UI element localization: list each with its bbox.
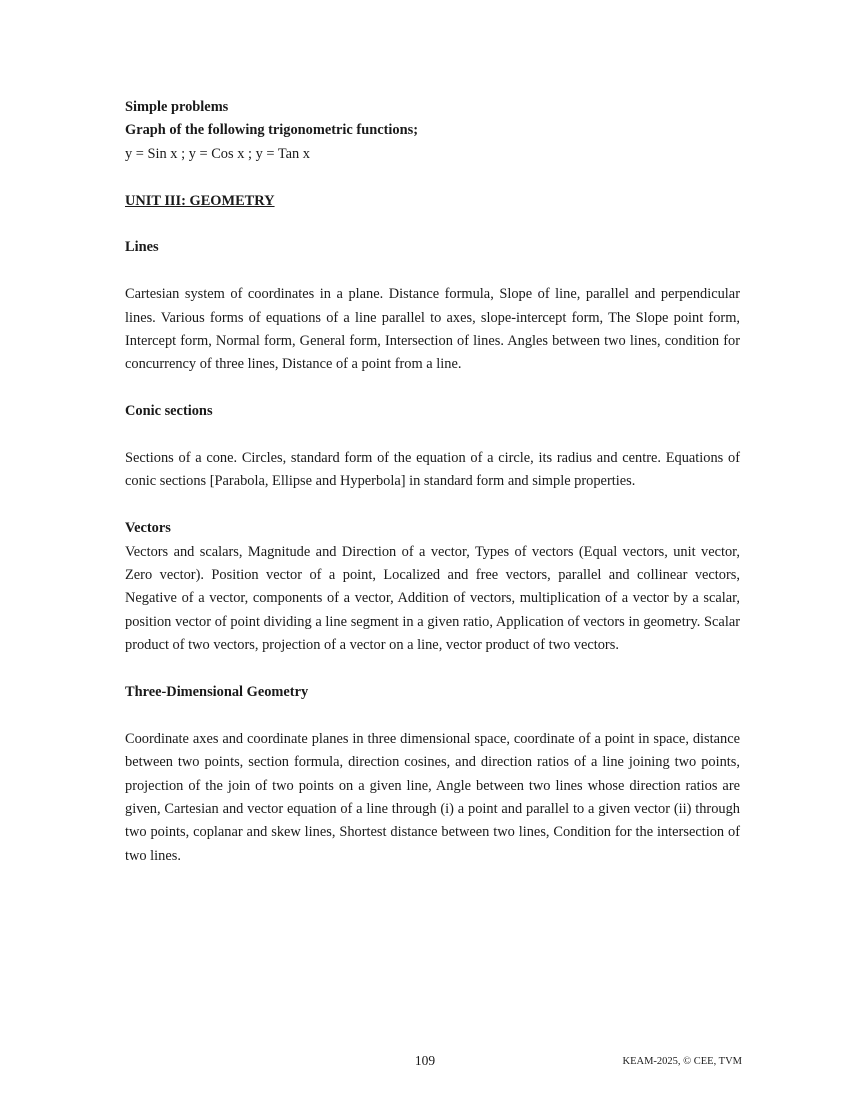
topic-simple-problems: Simple problems bbox=[125, 99, 229, 115]
unit-title: UNIT III: GEOMETRY bbox=[125, 192, 275, 209]
section-body-vectors: Vectors and scalars, Magnitude and Direction of a vector, Types of vectors (Equal vectors, unit vector, Zero vector). Position vector of a point, Localized and free vectors, parallel and collinear vectors, Negative of a vector, components of a vector, Addition of vectors, multiplication of a vector by a scalar, position vector of point dividing a line segment in a given ratio, Application of vectors in geometry. Scalar product of two vectors, projection of a vector on a line, vector product of two vectors. bbox=[125, 543, 740, 654]
section-heading-lines: Lines bbox=[125, 239, 159, 256]
section-body-lines: Cartesian system of coordinates in a plane. Distance formula, Slope of line, parallel and perpendicular lines. Various forms of equations of a line parallel to axes, slope-intercept form, The Slope point form, Intercept form, Normal form, General form, Intersection of lines. Angles between two lines, condition for concurrency of three lines, Distance of a point from a line. bbox=[125, 286, 740, 373]
section-heading-conic: Conic sections bbox=[125, 403, 213, 420]
document-page bbox=[125, 96, 740, 868]
section-body-three-d: Coordinate axes and coordinate planes in three dimensional space, coordinate of a point in space, distance between two points, section formula, direction cosines, and direction ratios of a line joining two points, projection of the join of two points on a given line, Angle between two lines whose direction ratios are given, Cartesian and vector equation of a line through (i) a point and parallel to a given vector (ii) through two points, coplanar and skew lines, Shortest distance between two lines, Condition for the intersection of two lines. bbox=[125, 730, 740, 864]
section-body-conic: Sections of a cone. Circles, standard form of the equation of a circle, its radius and centre. Equations of conic sections [Parabola, Ellipse and Hyperbola] in standard form and simple properties. bbox=[125, 450, 740, 490]
footer-credit: KEAM-2025, © CEE, TVM bbox=[622, 1056, 742, 1067]
page-number: 109 bbox=[414, 1053, 436, 1068]
topic-graph-trig: Graph of the following trigonometric functions; bbox=[125, 122, 418, 139]
section-heading-three-d: Three-Dimensional Geometry bbox=[125, 684, 309, 701]
trig-functions-line: y = Sin x ; y = Cos x ; y = Tan x bbox=[125, 145, 310, 162]
section-heading-vectors: Vectors bbox=[125, 520, 171, 537]
